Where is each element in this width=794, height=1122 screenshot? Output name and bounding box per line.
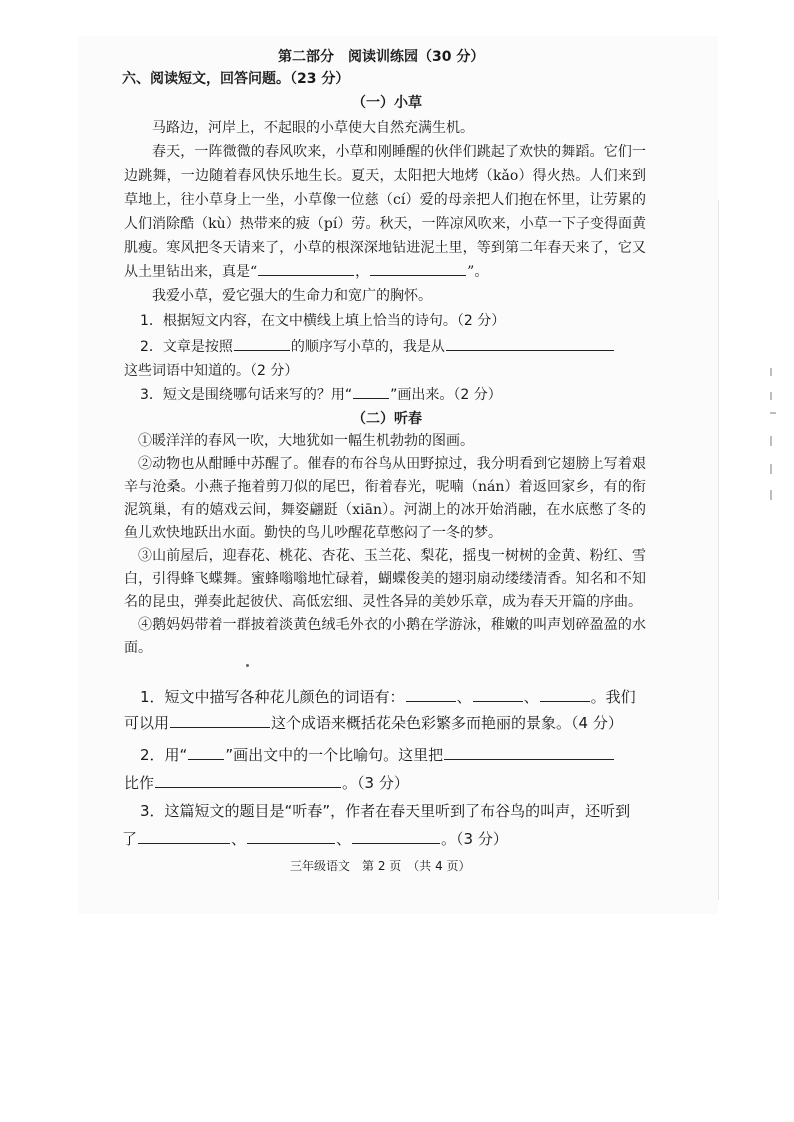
question-2-2 [140,744,615,766]
question-text: ”画出来。（2 分） [390,387,502,403]
question-text: ”画出文中的一个比喻句。这里把 [225,746,444,764]
separator-text: 、 [456,688,472,706]
scan-edge-mark [770,392,772,400]
question-text: 的顺序写小草的，我是从 [290,339,445,355]
answer-blank[interactable] [473,687,523,702]
passage-text: 春天，一阵微微的春风吹来，小草和刚睡醒的伙伴们跳起了欢快的舞蹈。它们一边跳舞，一边随着春风快乐地生长。夏天，太阳把大地烤（kǎo）得火热。人们来到草地上，往小草身上一坐，小草像一位慈（cí）爱的母亲把人们抱在怀里，让劳累的人们消除酷（kù）热带来的疲（pí）劳。秋天，一阵凉风吹来，小草一下子变得面黄肌瘦。寒风把冬天请来了，小草的根深深地钻进泥土里，等到第二年春天来了，它又从土里钻出来，真是“ [124,144,646,280]
passage-paragraph: 马路边，河岸上，不起眼的小草使大自然充满生机。 [152,120,474,136]
separator-text: 、 [523,688,539,706]
passage-2-body [124,430,646,660]
question-text: 。我们 [590,688,636,706]
separator-text: 、 [336,830,352,848]
question-1-1: 1．根据短文内容，在文中横线上填上恰当的诗句。（2 分） [140,313,506,329]
question-2-3: 3．这篇短文的题目是“听春”，作者在春天里听到了布谷鸟的叫声，还听到 [140,802,631,820]
question-text: 。（3 分） [441,830,508,848]
separator-text: ， [355,264,370,280]
passage-title-tingchun: （二）听春 [352,411,422,427]
answer-blank[interactable] [234,336,290,351]
scan-edge-mark [770,368,772,376]
passage-paragraph: ③山前屋后，迎春花、桃花、杏花、玉兰花、梨花，摇曳一树树的金黄、粉红、雪白，引得蜂飞蝶舞。蜜蜂嗡嗡地忙碌着，蝴蝶俊美的翅羽扇动缕缕清香。知名和不知名的昆虫，弹奏此起彼伏、高低宏细、灵性各异的美妙乐章，成为春天开篇的序曲。 [124,548,646,610]
passage-paragraph: 我爱小草，爱它强大的生命力和宽广的胸怀。 [152,288,432,304]
scan-edge-mark [718,200,719,900]
separator-text: 、 [231,830,247,848]
question-1-2-cont: 这些词语中知道的。（2 分） [124,363,299,379]
question-text: 1．短文中描写各种花儿颜色的词语有： [140,688,405,706]
question-text: 可以用 [124,714,170,732]
scan-edge-mark [770,412,776,414]
passage-paragraph: ④鹅妈妈带着一群披着淡黄色绒毛外衣的小鹅在学游泳，稚嫩的叫声划碎盈盈的水面。 [124,617,646,656]
scan-edge-mark [770,436,772,446]
answer-blank[interactable] [155,773,341,788]
question-1-2 [140,336,615,358]
poem-blank-1[interactable] [258,261,354,276]
question-text: 比作 [124,774,155,792]
scan-speck [246,664,249,667]
underline-sample [353,384,389,399]
scan-edge-mark [770,490,772,500]
passage-paragraph: ①暖洋洋的春风一吹，大地犹如一幅生机勃勃的图画。 [138,433,474,449]
question-text: 。（3 分） [342,774,409,792]
question-2-3-cont [122,828,508,850]
poem-blank-2[interactable] [370,261,466,276]
answer-blank[interactable] [540,687,590,702]
part-title: 第二部分 阅读训练园（30 分） [278,49,485,65]
scan-edge-mark [770,464,772,474]
question-text: 2．文章是按照 [140,339,233,355]
answer-blank[interactable] [446,336,614,351]
question-text: 这个成语来概括花朵色彩繁多而艳丽的景象。（4 分） [271,714,623,732]
passage-paragraph: ②动物也从酣睡中苏醒了。催春的布谷鸟从田野掠过，我分明看到它翅膀上写着艰辛与沧桑。小燕子拖着剪刀似的尾巴，衔着春光，呢喃（nán）着返回家乡，有的衔泥筑巢，有的嬉戏云间，舞姿翩跹（xiān）。河湖上的冰开始消融，在水底憋了冬的鱼儿欢快地跃出水面。勤快的鸟儿吵醒花草憋闷了一冬的梦。 [124,456,646,541]
question-text: 了 [122,830,138,848]
answer-blank[interactable] [170,713,270,728]
passage-title-xiaocao: （一）小草 [352,95,422,111]
answer-blank[interactable] [352,829,440,844]
question-2-1-cont [124,712,623,734]
answer-blank[interactable] [138,829,230,844]
passage-paragraph [124,140,646,284]
question-2-2-cont [124,772,409,794]
question-1-3 [140,384,502,406]
page-footer: 三年级语文 第 2 页 （共 4 页） [290,859,471,873]
answer-blank[interactable] [247,829,335,844]
section-heading: 六、阅读短文，回答问题。（23 分） [122,71,350,87]
question-text: 2．用“ [140,746,188,764]
underline-sample [188,745,224,760]
passage-1-body [124,116,646,308]
question-text: 3．短文是围绕哪句话来写的？用“ [140,387,353,403]
answer-blank[interactable] [406,687,456,702]
answer-blank[interactable] [444,745,614,760]
passage-text: ”。 [467,264,489,280]
question-2-1 [140,686,636,708]
